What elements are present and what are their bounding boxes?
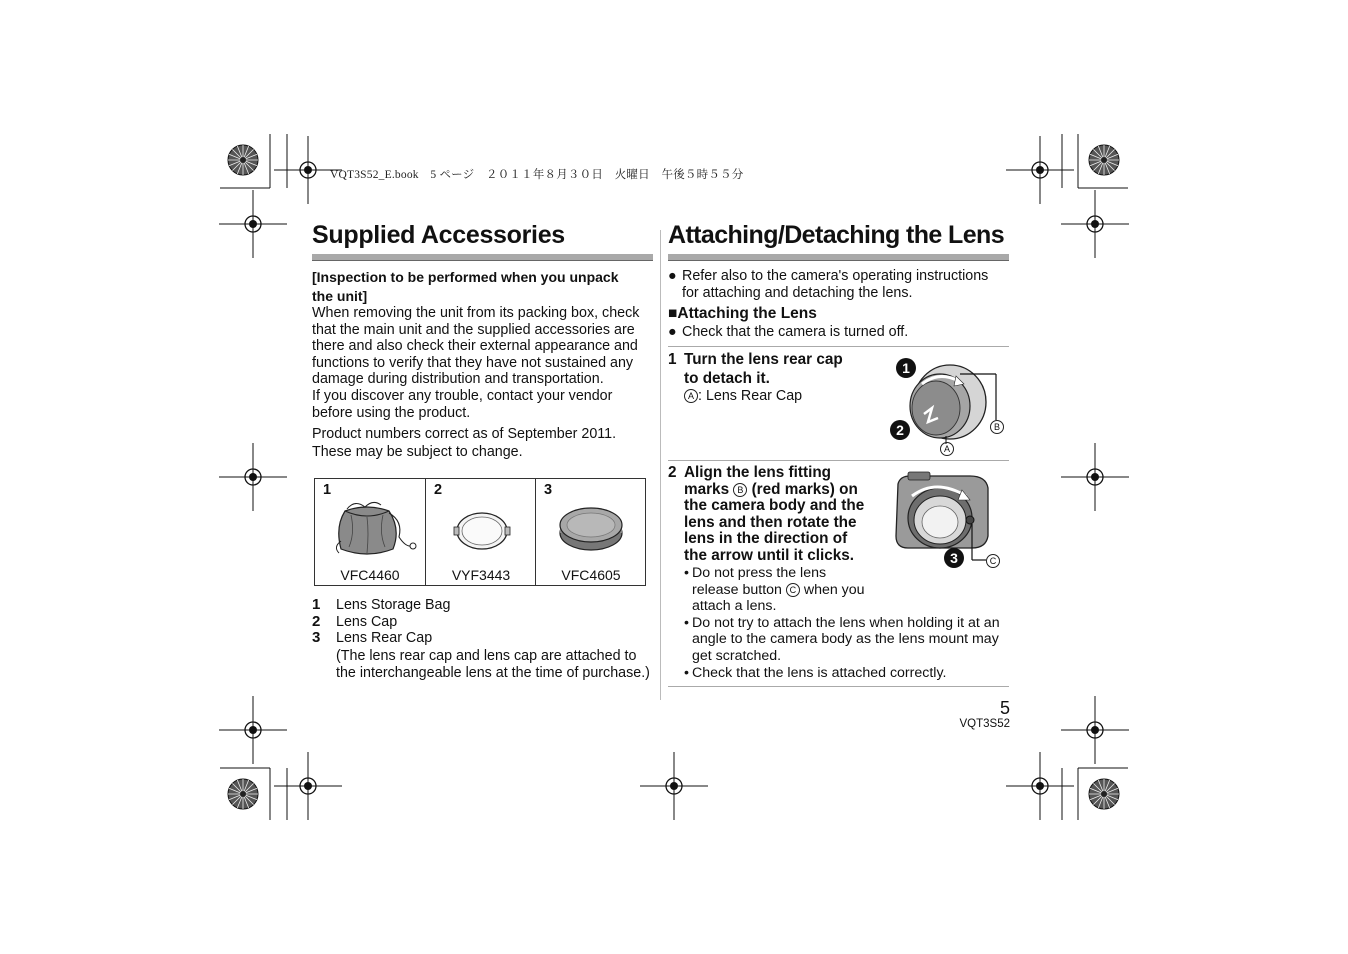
title-rule — [312, 254, 653, 261]
lens-storage-bag-icon — [327, 497, 417, 559]
inspection-heading: [Inspection to be performed when you unpack the unit] — [312, 269, 619, 304]
model-code: VQT3S52 — [959, 718, 1010, 730]
figure-attach-lens — [890, 470, 1006, 574]
lens-cap-icon — [452, 507, 512, 553]
title-rule — [668, 254, 1009, 261]
accessory-footnote: (The lens rear cap and lens cap are attached to the interchangeable lens at the time of purchase.) — [336, 648, 650, 681]
check-note: ● Check that the camera is turned off. — [668, 324, 909, 340]
list-item: 3 Lens Rear Cap — [312, 629, 433, 647]
marker-a: A — [940, 442, 954, 456]
step-badge-3: 3 — [944, 548, 964, 568]
step-1-caption: A : Lens Rear Cap — [684, 388, 802, 405]
print-header: VQT3S52_E.book 5 ページ ２０１１年８月３０日 火曜日 午後５時５５分 — [330, 169, 744, 181]
accessory-list — [312, 597, 450, 647]
step-1: 1 Turn the lens rear cap to detach it. — [668, 351, 843, 387]
figure-detach-rear-cap — [888, 356, 1006, 456]
marker-c: C — [986, 554, 1000, 568]
marker-b: B — [990, 420, 1004, 434]
column-divider — [660, 230, 661, 700]
step-2: 2 Align the lens fitting marks B (red marks) on the camera body and the lens and then rotate the lens in the direction of the arrow until it clicks. — [668, 464, 865, 564]
divider — [668, 686, 1009, 687]
section-title-accessories: Supplied Accessories — [312, 221, 565, 249]
accessory-cell: 1 VFC4460 — [315, 479, 425, 585]
inspection-body: When removing the unit from its packing box, check that the main unit and the supplied accessories are there and also check their external appearance and functions to verify that they have not sustained any damage during distribution and transportation. If you discover any trouble, contact your vendor before using the product. — [312, 305, 640, 421]
list-item: 1 Lens Storage Bag — [312, 596, 451, 613]
page-number: 5 — [999, 698, 1010, 718]
step-badge-2: 2 — [890, 420, 910, 440]
attaching-heading: ■Attaching the Lens — [668, 305, 817, 322]
attach-notes: • Do not press the lens release button C when you attach a lens. • Do not try to attach the lens when holding it at an angle to the camera body as the lens mount may get scratched. • Check that the lens is attached correctly. — [684, 565, 1000, 681]
product-note: Product numbers correct as of September 2011. These may be subject to change. — [312, 426, 617, 460]
accessory-cell: 2 VYF3443 — [425, 479, 536, 585]
refer-note: ● Refer also to the camera's operating instructions for attaching and detaching the lens. — [668, 268, 989, 301]
step-badge-1: 1 — [896, 358, 916, 378]
accessories-table — [314, 478, 646, 586]
divider — [668, 346, 1009, 347]
divider — [668, 460, 1009, 461]
accessory-cell: 3 VFC4605 — [535, 479, 646, 585]
list-item: 2 Lens Cap — [312, 612, 398, 630]
lens-rear-cap-icon — [556, 503, 626, 553]
section-title-lens: Attaching/Detaching the Lens — [668, 221, 1005, 249]
